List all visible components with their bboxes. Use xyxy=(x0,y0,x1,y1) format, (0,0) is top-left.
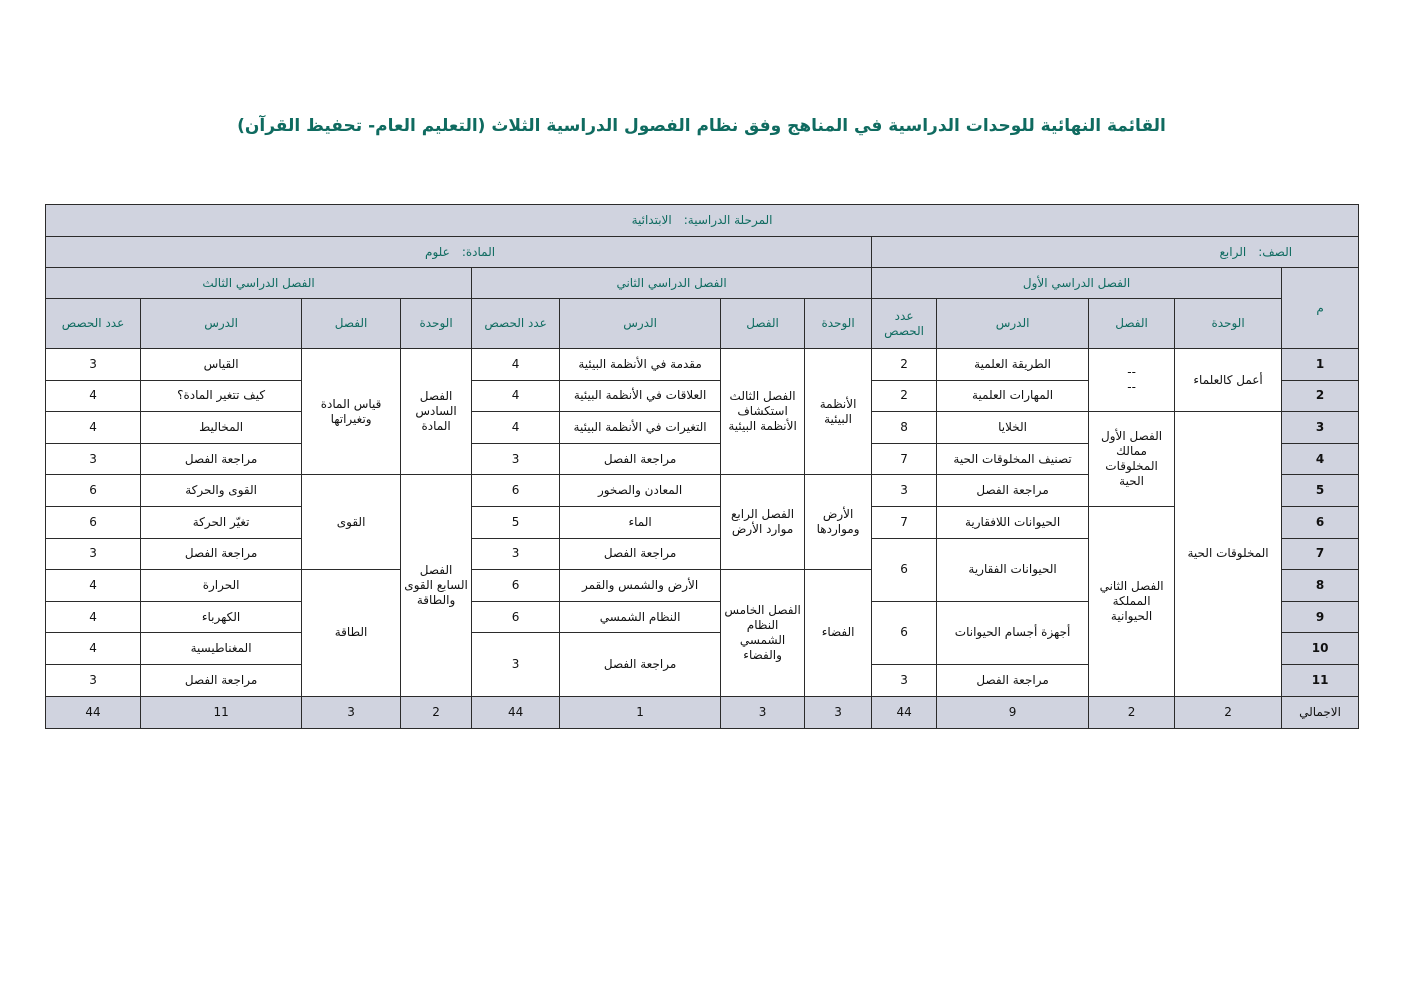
term1-periods: 7 xyxy=(872,506,937,538)
term2-lesson: النظام الشمسي xyxy=(560,601,721,633)
row-number: 4 xyxy=(1282,443,1359,475)
term2-chapter: الفصل الخامس النظام الشمسي والفضاء xyxy=(721,570,805,696)
term2-lesson: الماء xyxy=(560,506,721,538)
term1-lesson: مراجعة الفصل xyxy=(937,475,1089,507)
totals-label: الاجمالي xyxy=(1282,696,1359,728)
term2-lesson: الأرض والشمس والقمر xyxy=(560,570,721,602)
term3-periods: 4 xyxy=(46,570,141,602)
term3-total-chapters: 3 xyxy=(302,696,401,728)
term2-periods: 4 xyxy=(472,349,560,381)
subject-value: علوم xyxy=(425,244,450,259)
term3-lesson: المخاليط xyxy=(141,412,302,444)
term2-periods: 3 xyxy=(472,443,560,475)
term1-periods: 8 xyxy=(872,412,937,444)
term1-periods: 2 xyxy=(872,349,937,381)
term3-lesson: مراجعة الفصل xyxy=(141,443,302,475)
term3-periods: 4 xyxy=(46,633,141,665)
term2-unit: الأرض ومواردها xyxy=(805,475,872,570)
row-number: 10 xyxy=(1282,633,1359,665)
col-periods: عدد الحصص xyxy=(872,299,937,349)
col-lesson: الدرس xyxy=(141,299,302,349)
col-unit: الوحدة xyxy=(401,299,472,349)
col-periods: عدد الحصص xyxy=(46,299,141,349)
subject-header xyxy=(46,237,872,268)
curriculum-table xyxy=(45,204,1359,729)
grade-label: الصف: xyxy=(1258,244,1293,259)
term3-periods: 6 xyxy=(46,475,141,507)
term1-periods: 3 xyxy=(872,664,937,696)
term3-header: الفصل الدراسي الثالث xyxy=(46,268,472,299)
term2-chapter: الفصل الثالث استكشاف الأنظمة البيئية xyxy=(721,349,805,475)
term3-total-units: 2 xyxy=(401,696,472,728)
col-unit: الوحدة xyxy=(805,299,872,349)
stage-label: المرحلة الدراسية: xyxy=(683,213,773,227)
term3-lesson: كيف تتغير المادة؟ xyxy=(141,380,302,412)
grade-header xyxy=(872,237,1359,268)
term2-header: الفصل الدراسي الثاني xyxy=(472,268,872,299)
term3-unit: الفصل السابع القوى والطاقة xyxy=(401,475,472,696)
term3-chapter: القوى xyxy=(302,475,401,570)
term2-lesson: مراجعة الفصل xyxy=(560,538,721,570)
term1-lesson: أجهزة أجسام الحيوانات xyxy=(937,601,1089,664)
term3-lesson: الحرارة xyxy=(141,570,302,602)
term3-lesson: مراجعة الفصل xyxy=(141,538,302,570)
term3-lesson: القياس xyxy=(141,349,302,381)
term1-header: الفصل الدراسي الأول xyxy=(872,268,1282,299)
term3-periods: 3 xyxy=(46,538,141,570)
term3-lesson: الكهرباء xyxy=(141,601,302,633)
term2-total-periods: 44 xyxy=(472,696,560,728)
term3-total-periods: 44 xyxy=(46,696,141,728)
stage-header xyxy=(46,205,1359,237)
row-number: 11 xyxy=(1282,664,1359,696)
term3-periods: 3 xyxy=(46,443,141,475)
term1-periods: 3 xyxy=(872,475,937,507)
term3-chapter: قياس المادة وتغيراتها xyxy=(302,349,401,475)
document-title: القائمة النهائية للوحدات الدراسية في المناهج وفق نظام الفصول الدراسية الثلاث (التعليم العام- تحفيظ القرآن) xyxy=(237,116,1166,136)
term3-lesson: تغيّر الحركة xyxy=(141,506,302,538)
term3-periods: 3 xyxy=(46,664,141,696)
term1-chapter: الفصل الأول ممالك المخلوقات الحية xyxy=(1089,412,1175,507)
term2-chapter: الفصل الرابع موارد الأرض xyxy=(721,475,805,570)
term2-periods: 6 xyxy=(472,601,560,633)
term3-periods: 4 xyxy=(46,412,141,444)
term3-lesson: القوى والحركة xyxy=(141,475,302,507)
subject-label: المادة: xyxy=(461,244,496,259)
term3-unit: الفصل السادس المادة xyxy=(401,349,472,475)
term2-lesson: مقدمة في الأنظمة البيئية xyxy=(560,349,721,381)
term3-periods: 6 xyxy=(46,506,141,538)
term3-periods: 4 xyxy=(46,601,141,633)
term1-unit: أعمل كالعلماء xyxy=(1175,349,1282,412)
term3-lesson: مراجعة الفصل xyxy=(141,664,302,696)
col-chapter: الفصل xyxy=(302,299,401,349)
row-number: 7 xyxy=(1282,538,1359,570)
term1-lesson: الخلايا xyxy=(937,412,1089,444)
term3-periods: 4 xyxy=(46,380,141,412)
term1-lesson: الطريقة العلمية xyxy=(937,349,1089,381)
col-lesson: الدرس xyxy=(560,299,721,349)
row-number: 5 xyxy=(1282,475,1359,507)
term2-total-chapters: 3 xyxy=(721,696,805,728)
term2-periods: 3 xyxy=(472,633,560,696)
row-number: 3 xyxy=(1282,412,1359,444)
term1-total-lessons: 9 xyxy=(937,696,1089,728)
term2-lesson: العلاقات في الأنظمة البيئية xyxy=(560,380,721,412)
index-header: م xyxy=(1282,268,1359,349)
term2-total-lessons: 1 xyxy=(560,696,721,728)
term1-lesson: المهارات العلمية xyxy=(937,380,1089,412)
col-chapter: الفصل xyxy=(721,299,805,349)
term1-unit: المخلوقات الحية xyxy=(1175,412,1282,696)
stage-value: الابتدائية xyxy=(631,213,672,227)
col-lesson: الدرس xyxy=(937,299,1089,349)
term1-lesson: الحيوانات اللافقارية xyxy=(937,506,1089,538)
row-number: 2 xyxy=(1282,380,1359,412)
term2-periods: 3 xyxy=(472,538,560,570)
term1-total-chapters: 2 xyxy=(1089,696,1175,728)
term2-unit: الفضاء xyxy=(805,570,872,696)
term2-periods: 5 xyxy=(472,506,560,538)
term1-lesson: تصنيف المخلوقات الحية xyxy=(937,443,1089,475)
term1-lesson: الحيوانات الفقارية xyxy=(937,538,1089,601)
term3-total-lessons: 11 xyxy=(141,696,302,728)
col-chapter: الفصل xyxy=(1089,299,1175,349)
term1-total-periods: 44 xyxy=(872,696,937,728)
term2-unit: الأنظمة البيئية xyxy=(805,349,872,475)
term2-periods: 4 xyxy=(472,380,560,412)
term2-periods: 4 xyxy=(472,412,560,444)
term3-periods: 3 xyxy=(46,349,141,381)
term1-chapter: الفصل الثاني المملكة الحيوانية xyxy=(1089,506,1175,696)
grade-value: الرابع xyxy=(1219,244,1247,259)
term2-periods: 6 xyxy=(472,570,560,602)
term1-lesson: مراجعة الفصل xyxy=(937,664,1089,696)
term2-total-units: 3 xyxy=(805,696,872,728)
col-periods: عدد الحصص xyxy=(472,299,560,349)
term3-chapter: الطاقة xyxy=(302,570,401,696)
row-number: 6 xyxy=(1282,506,1359,538)
term2-lesson: مراجعة الفصل xyxy=(560,633,721,696)
term2-lesson: التغيرات في الأنظمة البيئية xyxy=(560,412,721,444)
row-number: 9 xyxy=(1282,601,1359,633)
term1-periods: 6 xyxy=(872,538,937,601)
row-number: 8 xyxy=(1282,570,1359,602)
term2-lesson: مراجعة الفصل xyxy=(560,443,721,475)
term2-periods: 6 xyxy=(472,475,560,507)
term1-chapter: -- -- xyxy=(1089,349,1175,412)
term1-periods: 7 xyxy=(872,443,937,475)
term2-lesson: المعادن والصخور xyxy=(560,475,721,507)
col-unit: الوحدة xyxy=(1175,299,1282,349)
row-number: 1 xyxy=(1282,349,1359,381)
term1-periods: 6 xyxy=(872,601,937,664)
term1-periods: 2 xyxy=(872,380,937,412)
term3-lesson: المغناطيسية xyxy=(141,633,302,665)
term1-total-units: 2 xyxy=(1175,696,1282,728)
